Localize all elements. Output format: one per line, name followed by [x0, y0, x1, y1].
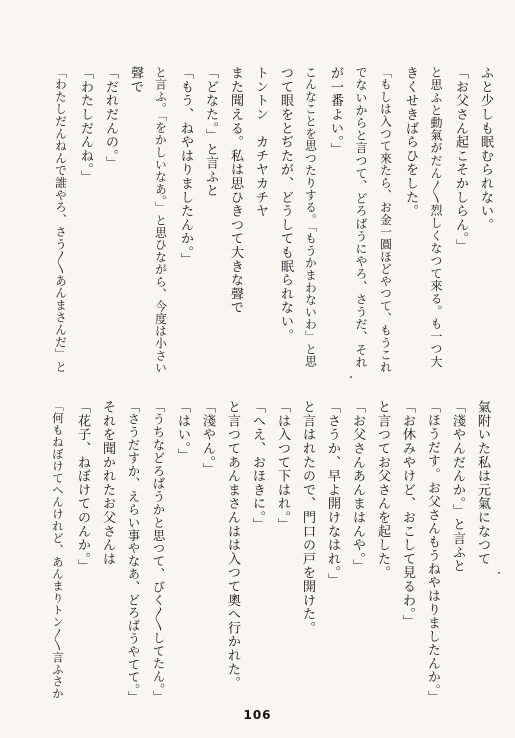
print-speck [350, 376, 352, 378]
text-line: 「お休みやけど、おこして見るわ。」 [400, 400, 415, 628]
text-line: トントン カチヤカチヤ [253, 66, 268, 218]
text-line: ふと少しも眠むられない。 [478, 66, 493, 232]
text-line: 「どなた。」と言ふと [203, 66, 218, 198]
text-line: 「もしは入つて來たら、お金一圓ほどやつて、もうこれ [379, 66, 393, 374]
text-line: と思ふと動氣がだん〳〵烈しくなつて來る。も一つ大 [429, 66, 443, 368]
text-line: 聲で [128, 66, 143, 94]
lower-text-block [45, 400, 495, 704]
text-line: 「淺やんだんか。」と言ふと [450, 400, 465, 573]
text-line: 「もう、ねやはりましたんか。」 [178, 66, 193, 267]
text-line: と言はれたので、門口の戸を開けた。 [300, 400, 315, 635]
text-line: でないからと言つて、どろばうにやろ、さうだ、それ [354, 66, 368, 369]
text-line: 「うちなどろばうかと思つて、びく〳〵してたん。」 [151, 400, 165, 703]
text-line: が一番よい。」 [328, 66, 343, 156]
text-line: 「花子、ねぼけてのんか。」 [75, 400, 90, 573]
text-line: 「は入つて下はれ。」 [275, 400, 290, 532]
text-line: 「さうか、早よ開けなはれ。」 [325, 400, 340, 587]
text-line: 「さうだすか、えらい事やなあ、どろばうやてて。」 [126, 400, 140, 704]
text-line: 「わたしだんね。」 [78, 66, 93, 184]
text-line: それを聞かれたお父さんは [100, 400, 115, 566]
text-line: と言つてお父さんを起した。 [375, 400, 390, 580]
text-line: 「ほうだす。お父さんもうねやはりましたんか。」 [425, 400, 440, 705]
text-line: 「へえ、おほきに。」 [250, 400, 265, 532]
text-line: また聞える。私は思ひきつて大きな聲で [228, 66, 243, 315]
text-line: つて眼をとぢたが、どうしても眠られない。 [278, 66, 293, 342]
print-speck [498, 572, 500, 574]
text-line: 「何もねぼけてへんけれど、あんまりトン〳〵言ふさか [51, 400, 65, 700]
text-line: と言つてあんまさんはは入つて奧へ行かれた。 [225, 400, 240, 690]
text-line: きくせきばらひをした。 [403, 66, 418, 218]
text-line: 「はい。」 [175, 400, 190, 463]
text-line: 「わたしだんねんで誰やろ、さう〳〵あんまさんだ」と [54, 66, 68, 373]
page-number: 106 [243, 708, 272, 722]
text-line: 氣附いた私は元氣になつて [475, 400, 490, 566]
text-line: こんなことを思つたりする。「もうかまわないわ」と思 [304, 66, 318, 368]
upper-text-block [48, 66, 498, 374]
text-line: と言ふ。「をかしいなあ。」と思ひながら、今度は小さい [154, 66, 168, 375]
text-line: 「淺やん。」 [200, 400, 215, 477]
text-line: 「お父さん起こそかしらん。」 [453, 66, 468, 253]
text-line: 「お父さんあんまはんや。」 [350, 400, 365, 573]
text-line: 「だれだんの。」 [103, 66, 118, 170]
